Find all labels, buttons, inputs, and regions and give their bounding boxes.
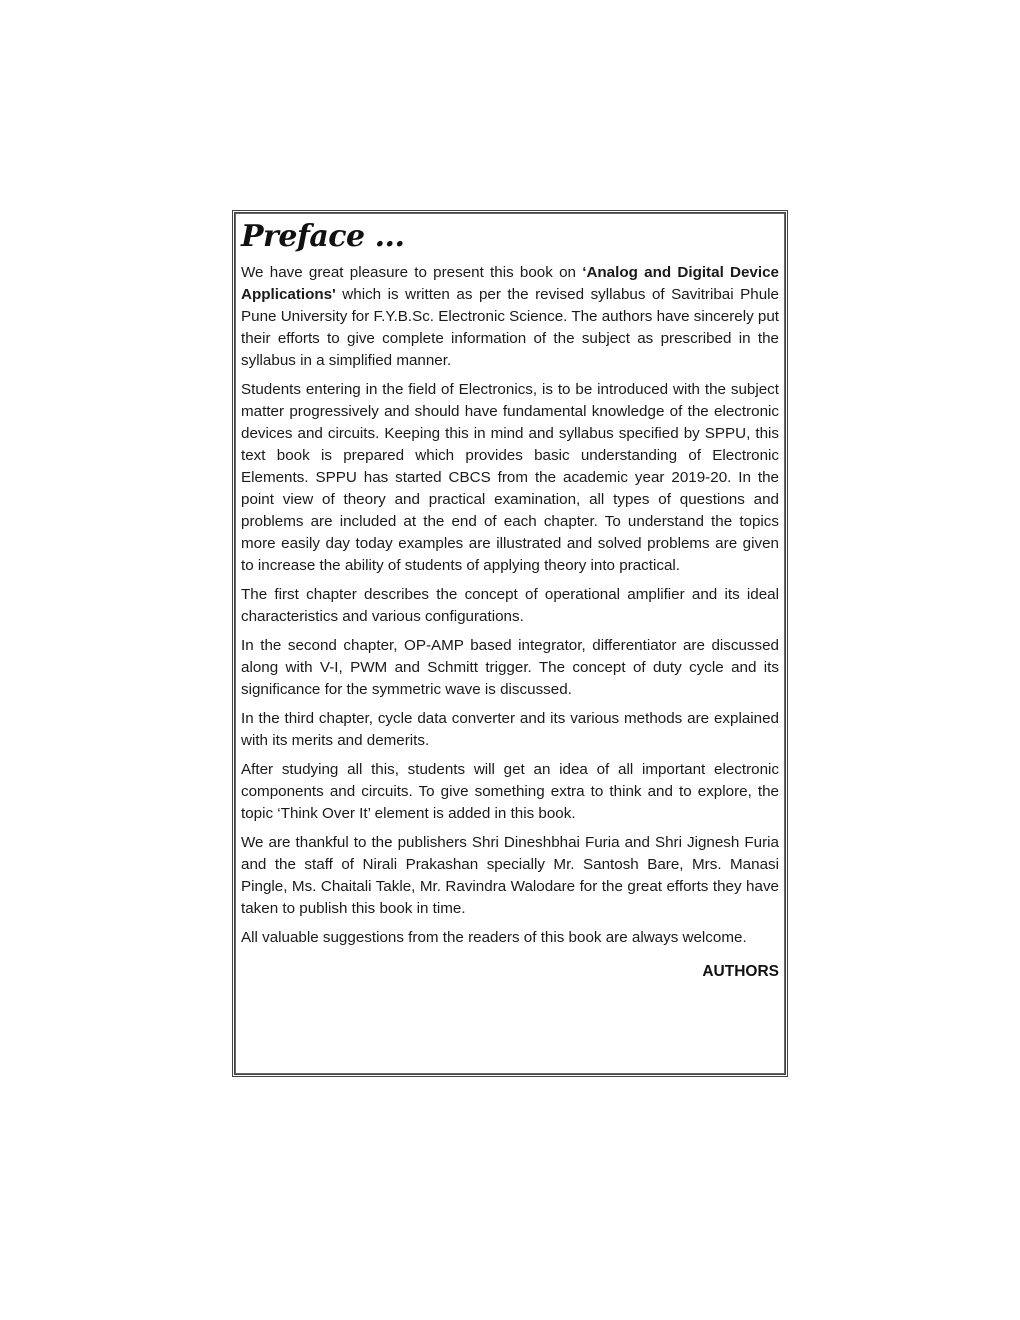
paragraph-students: Students entering in the field of Electronics, is to be introduced with the subject matter progressively and should have fundamental knowledge of the electronic devices and circuits. Keeping this in mind and syllabus specified by SPPU, this text book is prepared which provides basic understanding of Electronic Elements. SPPU has started CBCS from the academic year 2019-20. In the point view of theory and practical examination, all types of questions and problems are included at the end of each chapter. To understand the topics more easily day today examples are illustrated and solved problems are given to increase the ability of students of applying theory into practical. (241, 381, 779, 574)
paragraph-intro (241, 262, 779, 372)
paragraph-thanks: We are thankful to the publishers Shri Dineshbhai Furia and Shri Jignesh Furia and the staff of Nirali Prakashan specially Mr. Santosh Bare, Mrs. Manasi Pingle, Ms. Chaitali Takle, Mr. Ravindra Walodare for the great efforts they have taken to publish this book in time. (241, 834, 779, 917)
preface-content (241, 217, 779, 1070)
paragraph-first-chapter: The first chapter describes the concept of operational amplifier and its ideal characteristics and various configurations. (241, 586, 779, 625)
paragraph-second-chapter: In the second chapter, OP-AMP based integrator, differentiator are discussed along with V-I, PWM and Schmitt trigger. The concept of duty cycle and its significance for the symmetric wave is discussed. (241, 637, 779, 698)
intro-after: which is written as per the revised syllabus of Savitribai Phule Pune University for F.Y.B.Sc. Electronic Science. The authors have sincerely put their efforts to give complete information of the subject as prescribed in the syllabus in a simplified manner. (241, 286, 780, 369)
page-title: Preface ... (241, 219, 405, 254)
preface-frame (232, 210, 788, 1077)
paragraph-after-studying: After studying all this, students will get an idea of all important electronic components and circuits. To give something extra to think and to explore, the topic ‘Think Over It’ element is added in this book. (241, 761, 779, 822)
paragraph-suggestions: All valuable suggestions from the readers of this book are always welcome. (241, 929, 747, 946)
book-title: ‘Analog and Digital Device Applications' (241, 264, 779, 303)
paragraph-third-chapter: In the third chapter, cycle data converter and its various methods are explained with its merits and demerits. (241, 710, 779, 749)
signature-authors: AUTHORS (702, 963, 779, 980)
intro-before: We have great pleasure to present this book on (241, 264, 583, 281)
